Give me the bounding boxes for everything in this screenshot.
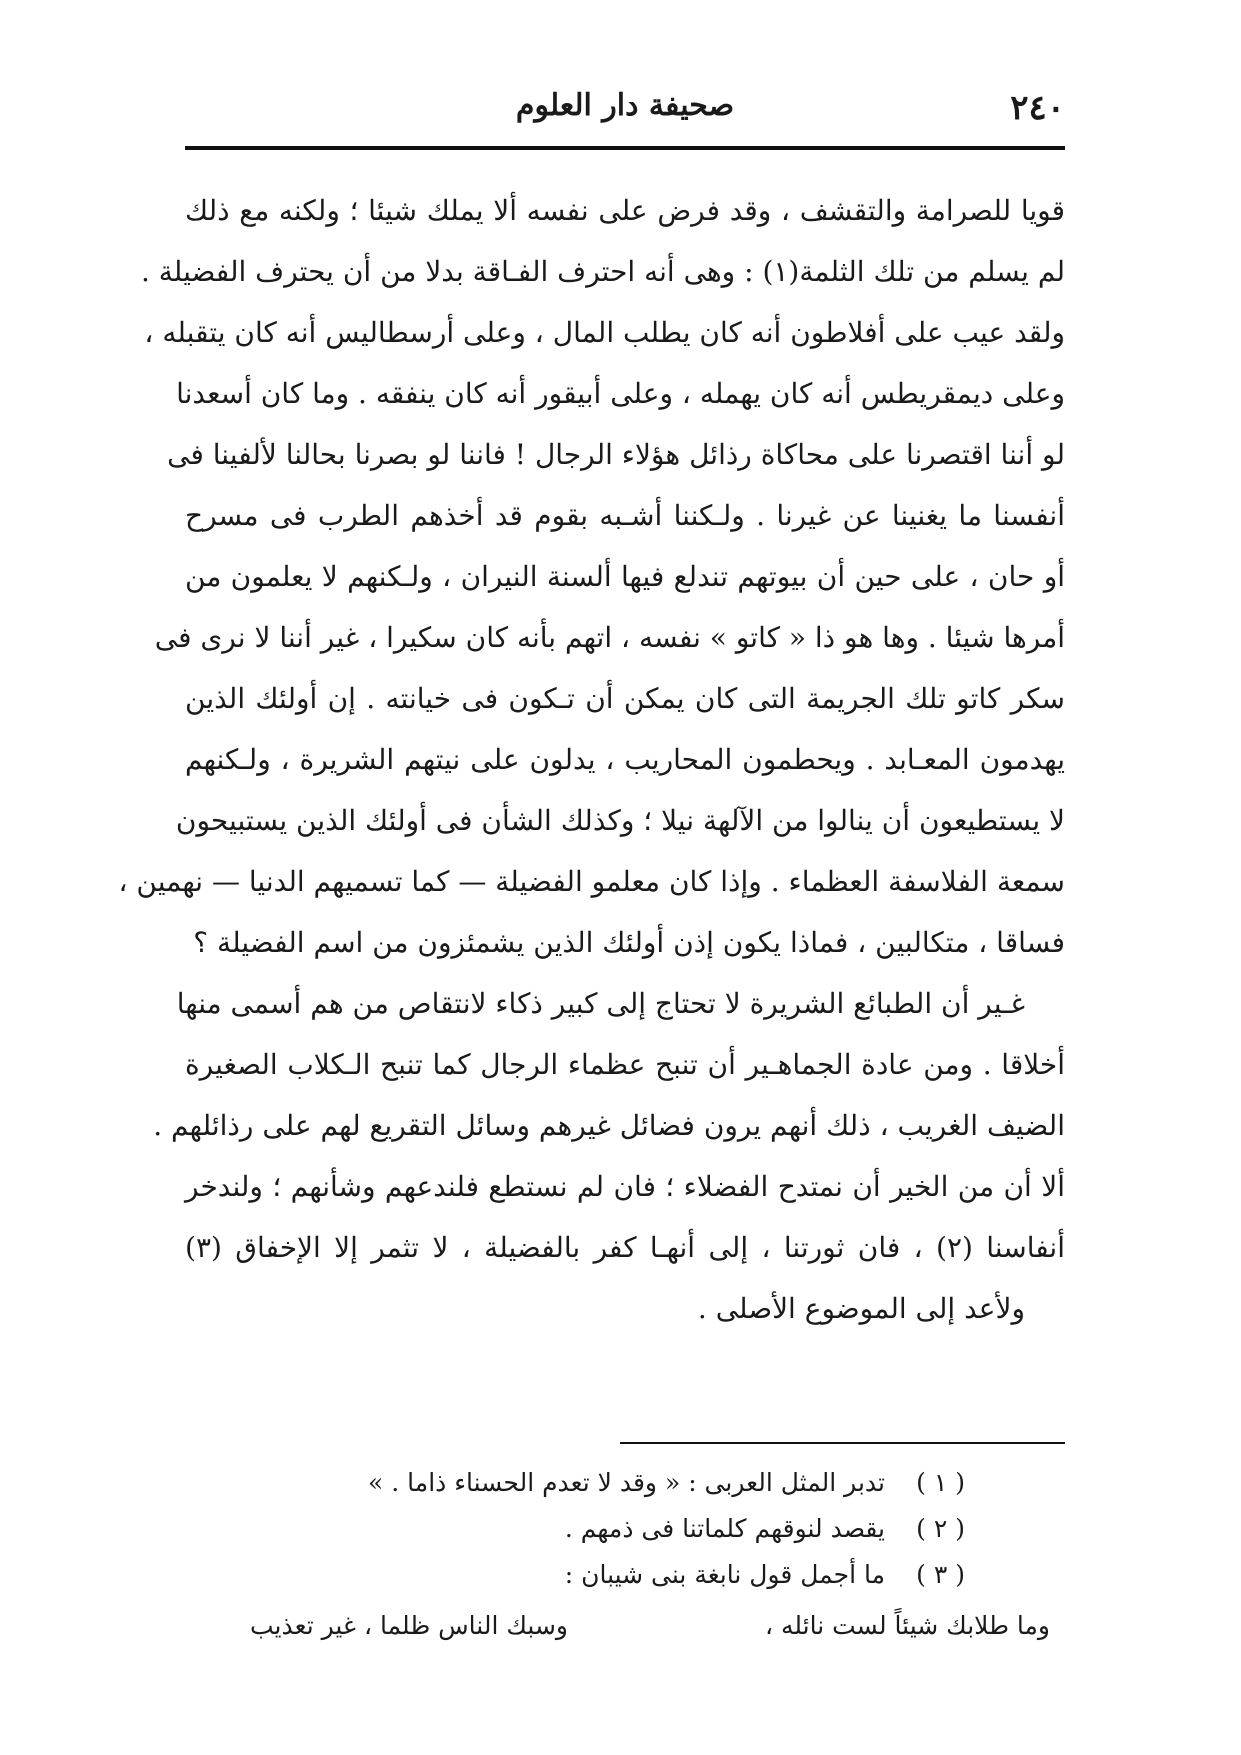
- verse-second-hemistich: وسبك الناس ظلما ، غير تعذيب: [250, 1611, 568, 1640]
- text-line: ألا أن من الخير أن نمتدح الفضلاء ؛ فان لم نستطع فلندعهم وشأنهم ؛ ولندخر: [185, 1170, 1065, 1203]
- page-header: [185, 88, 1065, 138]
- body-text: [118, 180, 1065, 1339]
- header-rule: [185, 146, 1065, 150]
- text-line: أنفاسنا (٢) ، فان ثورتنا ، إلى أنهـا كفر بالفضيلة ، لا تثمر إلا الإخفاق (٣): [185, 1231, 1065, 1264]
- text-line: ولأعد إلى الموضوع الأصلى .: [697, 1292, 1025, 1325]
- text-line: يهدمون المعـابد . ويحطمون المحاريب ، يدلون على نيتهم الشريرة ، ولـكنهم: [185, 743, 1065, 776]
- text-line: سمعة الفلاسفة العظماء . وإذا كان معلمو الفضيلة — كما تسميهم الدنيا — نهمين ،: [118, 865, 1065, 898]
- footnotes: [185, 1460, 1065, 1598]
- text-line: لا يستطيعون أن ينالوا من الآلهة نيلا ؛ وكذلك الشأن فى أولئك الذين يستبيحون: [175, 804, 1065, 837]
- text-line: ولقد عيب على أفلاطون أنه كان يطلب المال ، وعلى أرسطاليس أنه كان يتقبله ،: [144, 316, 1065, 349]
- text-line: سكر كاتو تلك الجريمة التى كان يمكن أن تـكون فى خيانته . إن أولئك الذين: [185, 682, 1065, 715]
- text-line: لم يسلم من تلك الثلمة(١) : وهى أنه احترف الفـاقة بدلا من أن يحترف الفضيلة .: [140, 255, 1065, 288]
- text-line: أمرها شيئا . وها هو ذا « كاتو » نفسه ، اتهم بأنه كان سكيرا ، غير أننا لا نرى فى: [154, 621, 1065, 654]
- footnote-number: ( ٢ ): [916, 1514, 965, 1543]
- footnote-number: ( ١ ): [916, 1468, 965, 1497]
- footnote-rule: [620, 1442, 1065, 1444]
- text-line: أو حان ، على حين أن بيوتهم تندلع فيها ألسنة النيران ، ولـكنهم لا يعلمون من: [185, 560, 1065, 593]
- text-line: وعلى ديمقريطس أنه كان يهمله ، وعلى أبيقور أنه كان ينفقه . وما كان أسعدنا: [176, 377, 1065, 410]
- footnote: [185, 1460, 1065, 1506]
- verse-first-hemistich: وما طلابك شيئاً لست نائله ،: [764, 1611, 1050, 1640]
- text-line: لو أننا اقتصرنا على محاكاة رذائل هؤلاء الرجال ! فاننا لو بصرنا بحالنا لألفينا فى: [167, 438, 1065, 471]
- footnote-text: ما أجمل قول نابغة بنى شيبان :: [564, 1560, 885, 1589]
- text-line: قويا للصرامة والتقشف ، وقد فرض على نفسه ألا يملك شيئا ؛ ولكنه مع ذلك: [185, 194, 1065, 227]
- text-line: غـير أن الطبائع الشريرة لا تحتاج إلى كبير ذكاء لانتقاص من هم أسمى منها: [176, 987, 1025, 1020]
- text-line: أنفسنا ما يغنينا عن غيرنا . ولـكننا أشـبه بقوم قد أخذهم الطرب فى مسرح: [185, 499, 1065, 532]
- text-line: أخلاقا . ومن عادة الجماهـير أن تنبح عظماء الرجال كما تنبح الـكلاب الصغيرة: [185, 1048, 1065, 1081]
- footnote-text: تدبر المثل العربى : « وقد لا تعدم الحسناء ذاما . »: [368, 1468, 885, 1497]
- footnote: [185, 1506, 1065, 1552]
- footnote-number: ( ٣ ): [916, 1560, 965, 1589]
- text-line: فساقا ، متكالبين ، فماذا يكون إذن أولئك الذين يشمئزون من اسم الفضيلة ؟: [193, 926, 1065, 959]
- poem-verse: [250, 1603, 1050, 1649]
- footnote-text: يقصد لنوقهم كلماتنا فى ذمهم .: [564, 1514, 885, 1543]
- page-number: ٢٤٠: [1010, 88, 1065, 128]
- running-title: صحيفة دار العلوم: [515, 88, 735, 123]
- footnote: [185, 1552, 1065, 1598]
- text-line: الضيف الغريب ، ذلك أنهم يرون فضائل غيرهم وسائل التقريع لهم على رذائلهم .: [153, 1109, 1065, 1142]
